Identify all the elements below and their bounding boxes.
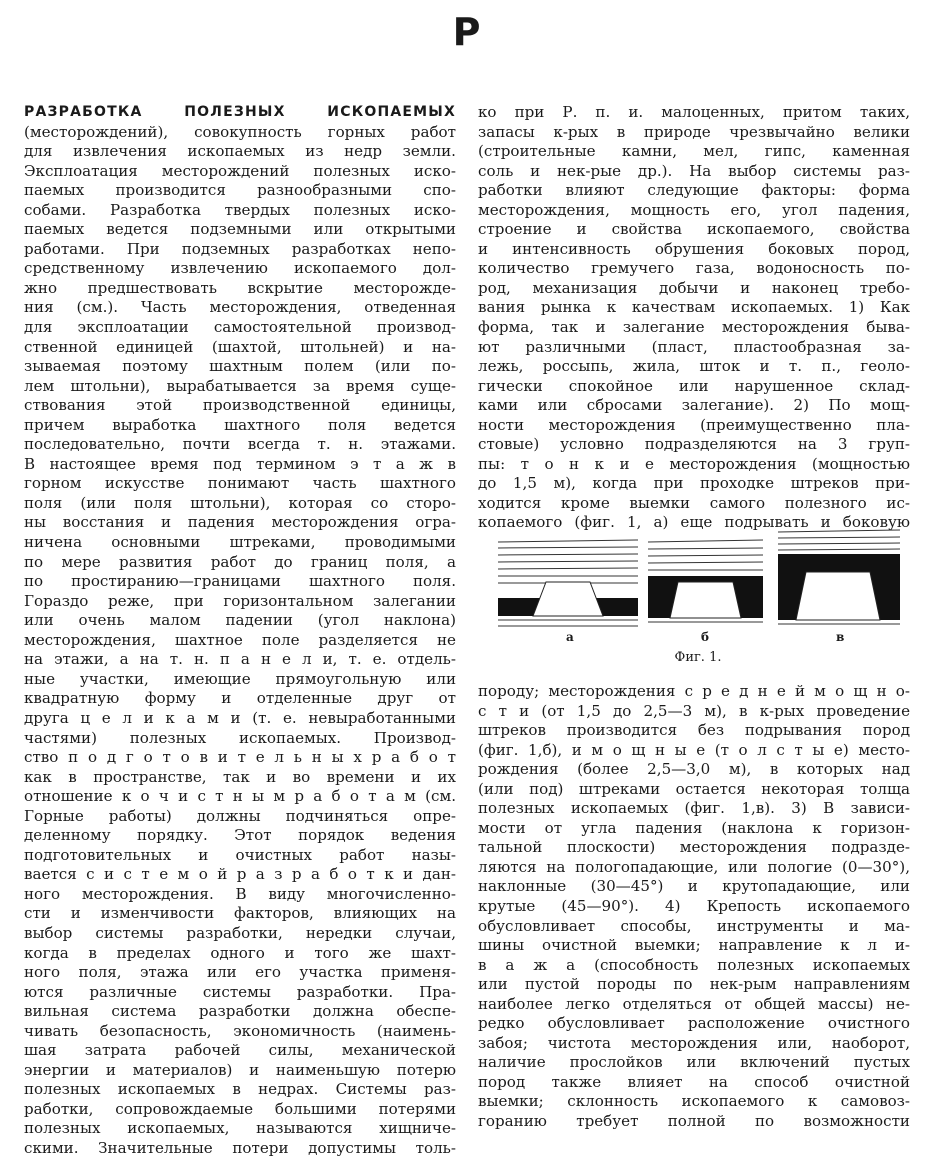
text-line: по мере развития работ до границ поля, а xyxy=(24,552,456,571)
text-line: стовые) условно подразделяются на 3 груп- xyxy=(478,435,910,454)
text-line: сти и изменчивости факторов, влияющих на xyxy=(24,904,456,923)
text-line: ственной единицей (шахтой, штольней) и на- xyxy=(24,337,456,356)
right-column-top xyxy=(478,103,910,533)
text-line: соль и нек-рые др.). На выбор системы раз- xyxy=(478,161,910,180)
text-line: тальной плоскости) месторождения подразде- xyxy=(478,838,910,857)
text-line: месторождения, мощность его, угол падения, xyxy=(478,200,910,219)
text-line: (строительные камни, мел, гипс, каменная xyxy=(478,142,910,161)
text-line: ности месторождения (преимущественно пла- xyxy=(478,415,910,434)
text-line: ходится кроме выемки самого полезного ис- xyxy=(478,493,910,512)
text-line: форма, так и залегание месторождения быва- xyxy=(478,318,910,337)
text-line: или пустой породы по нек-рым направлениям xyxy=(478,975,910,994)
text-line: частями) полезных ископаемых. Производ- xyxy=(24,728,456,747)
text-line: ками или сбросами залегание). 2) По мощ- xyxy=(478,396,910,415)
text-line: обусловливает способы, инструменты и ма- xyxy=(478,916,910,935)
text-line: для эксплоатации самостоятельной производ- xyxy=(24,318,456,337)
page-letter: Р xyxy=(452,10,481,54)
text-line: шины очистной выемки; направление к л и- xyxy=(478,936,910,955)
text-line: месторождения, шахтное поле разделяется не xyxy=(24,630,456,649)
text-line: ют различными (пласт, пластообразная за- xyxy=(478,337,910,356)
text-line: подготовительных и очистных работ назы- xyxy=(24,845,456,864)
text-line: ны восстания и падения месторождения огра- xyxy=(24,513,456,532)
text-line: крутые (45—90°). 4) Крепость ископаемого xyxy=(478,897,910,916)
text-line: ничена основными штреками, проводимыми xyxy=(24,533,456,552)
figure-1-drawing xyxy=(488,520,908,645)
text-line: Эксплоатация месторождений полезных иско- xyxy=(24,161,456,180)
text-line: полезных ископаемых в недрах. Системы раз- xyxy=(24,1080,456,1099)
text-line: работки влияют следующие факторы: форма xyxy=(478,181,910,200)
text-line: породу; месторождения с р е д н е й м о щ н о- xyxy=(478,682,910,700)
text-line: гически спокойное или нарушенное склад- xyxy=(478,376,910,395)
text-line: ного поля, этажа или его участка применя- xyxy=(24,963,456,982)
figure-label-c: в xyxy=(836,630,845,644)
text-line: скими. Значительные потери допустимы толь- xyxy=(24,1138,456,1157)
text-line: количество гремучего газа, водоносность по- xyxy=(478,259,910,278)
text-line: рождения (более 2,5—3,0 м), в которых над xyxy=(478,760,910,779)
text-line: чивать безопасность, экономичность (наимень- xyxy=(24,1021,456,1040)
text-line: квадратную форму и отделенные друг от xyxy=(24,689,456,708)
text-line: (фиг. 1,б), и м о щ н ы е (т о л с т ы е) место- xyxy=(478,740,910,759)
text-line: (или под) штреками остается некоторая толща xyxy=(478,779,910,798)
text-line: ство п о д г о т о в и т е л ь н ы х р а б о т xyxy=(24,748,456,767)
text-line: род, механизация добычи и наконец требо- xyxy=(478,278,910,297)
text-line: средственному извлечению ископаемого дол- xyxy=(24,259,456,278)
text-line: по простиранию—границами шахтного поля. xyxy=(24,572,456,591)
text-line: ются различные системы разработки. Пра- xyxy=(24,982,456,1001)
text-line: копаемого (фиг. 1, а) еще подрывать и боковую xyxy=(478,513,910,532)
text-line: на этажи, а на т. н. п а н е л и, т. е. отдель- xyxy=(24,650,456,669)
text-line: наиболее легко отделяться от общей массы) не- xyxy=(478,994,910,1013)
text-line: горанию требует полной по возможности xyxy=(478,1112,910,1131)
text-line: ко при Р. п. и. малоценных, притом таких, xyxy=(478,103,910,121)
text-line: РАЗРАБОТКА ПОЛЕЗНЫХ ИСКОПАЕМЫХ xyxy=(24,104,456,120)
text-line: В настоящее время под термином э т а ж в xyxy=(24,454,456,473)
text-line: пы: т о н к и е месторождения (мощностью xyxy=(478,454,910,473)
text-line: или очень малом падении (угол наклона) xyxy=(24,611,456,630)
text-line: ствования этой производственной единицы, xyxy=(24,396,456,415)
text-line: полезных ископаемых (фиг. 1,в). 3) В зависи- xyxy=(478,799,910,818)
text-line: выбор системы разработки, нередки случаи, xyxy=(24,923,456,942)
text-line: лем штольни), вырабатывается за время суще- xyxy=(24,376,456,395)
text-line: вания рынка к качествам ископаемых. 1) Как xyxy=(478,298,910,317)
text-line: горном искусстве понимают часть шахтного xyxy=(24,474,456,493)
figure-1 xyxy=(488,520,908,670)
text-line: как в пространстве, так и во времени и их xyxy=(24,767,456,786)
text-line: ния (см.). Часть месторождения, отведенная xyxy=(24,298,456,317)
text-line: вается с и с т е м о й р а з р а б о т к и дан- xyxy=(24,865,456,884)
text-line: ного месторождения. В виду многочисленно- xyxy=(24,884,456,903)
text-line: поля (или поля штольни), которая со сторо- xyxy=(24,493,456,512)
text-line: ные участки, имеющие прямоугольную или xyxy=(24,669,456,688)
text-line: шая затрата рабочей силы, механической xyxy=(24,1041,456,1060)
text-line: выемки; склонность ископаемого к самовоз- xyxy=(478,1092,910,1111)
text-line: и интенсивность обрушения боковых пород, xyxy=(478,239,910,258)
text-line: полезных ископаемых, называются хищниче- xyxy=(24,1119,456,1138)
text-line: наличие прослойков или включений пустых xyxy=(478,1053,910,1072)
text-line: собами. Разработка твердых полезных иско- xyxy=(24,200,456,219)
left-column xyxy=(24,103,456,1159)
text-line: работки, сопровождаемые большими потерями xyxy=(24,1099,456,1118)
text-line: в а ж а (способность полезных ископаемых xyxy=(478,955,910,974)
text-line: вильная система разработки должна обеспе- xyxy=(24,1002,456,1021)
text-line: наклонные (30—45°) и крутопадающие, или xyxy=(478,877,910,896)
text-line: запасы к-рых в природе чрезвычайно велики xyxy=(478,122,910,141)
figure-label-a: а xyxy=(566,630,574,644)
text-line: до 1,5 м), когда при проходке штреков при- xyxy=(478,474,910,493)
text-line: редко обусловливает расположение очистного xyxy=(478,1014,910,1033)
text-line: мости от угла падения (наклона к горизон- xyxy=(478,818,910,837)
text-line: деленному порядку. Этот порядок ведения xyxy=(24,826,456,845)
text-line: лежь, россыпь, жила, шток и т. п., геоло- xyxy=(478,357,910,376)
text-line: зываемая поэтому шахтным полем (или по- xyxy=(24,357,456,376)
text-line: работами. При подземных разработках непо- xyxy=(24,239,456,258)
text-line: штреков производится без подрывания пород xyxy=(478,721,910,740)
text-line: с т и (от 1,5 до 2,5—3 м), в к-рых проведение xyxy=(478,701,910,720)
text-line: последовательно, почти всегда т. н. этажами. xyxy=(24,435,456,454)
text-line: жно предшествовать вскрытие месторожде- xyxy=(24,278,456,297)
text-line: паемых ведется подземными или открытыми xyxy=(24,220,456,239)
figure-caption: Фиг. 1. xyxy=(674,650,722,665)
text-line: строение и свойства ископаемого, свойства xyxy=(478,220,910,239)
text-line: энергии и материалов) и наименьшую потерю xyxy=(24,1060,456,1079)
text-line: когда в пределах одного и того же шахт- xyxy=(24,943,456,962)
text-line: друга ц е л и к а м и (т. е. невыработанными xyxy=(24,708,456,727)
text-line: Горные работы) должны подчиняться опре- xyxy=(24,806,456,825)
text-line: забоя; чистота месторождения или, наоборот, xyxy=(478,1033,910,1052)
text-line: (месторождений), совокупность горных работ xyxy=(24,122,456,141)
text-line: пород также влияет на способ очистной xyxy=(478,1072,910,1091)
text-line: причем выработка шахтного поля ведется xyxy=(24,415,456,434)
text-line: ляются на пологопадающие, или пологие (0—30°), xyxy=(478,857,910,876)
text-line: паемых производится разнообразными спо- xyxy=(24,181,456,200)
text-line: для извлечения ископаемых из недр земли. xyxy=(24,142,456,161)
right-column-bottom xyxy=(478,682,910,1132)
figure-label-b: б xyxy=(701,630,710,644)
text-line: Гораздо реже, при горизонтальном залегании xyxy=(24,591,456,610)
text-line: отношение к о ч и с т н ы м р а б о т а м (см. xyxy=(24,787,456,806)
